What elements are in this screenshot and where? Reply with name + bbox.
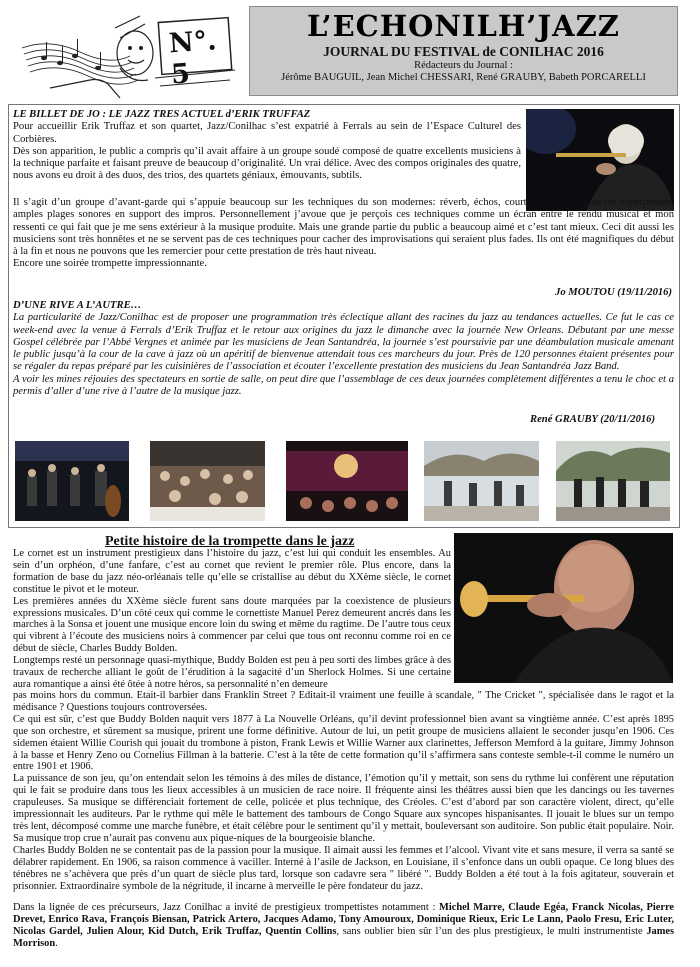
billet-p2: Dès son apparition, le public a compris qu’il avait affaire à un groupe soudé composé de quatre excellents musiciens à la technique parfaite et faisant preuve de beaucoup d’originalité. Un vrai délice. Avec des compos originales des quatre, nous avons eu droit à des duos, des trios, des quartets géniaux, émouvants, subtils.: [13, 145, 521, 182]
billet-p3: Il s’agit d’un groupe d’avant-garde qui s’appuie beaucoup sur les techniques du son modernes: réverb, échos, courts thèmes en boucles superposées, amples plages sonores en support des impros. Personnellement j’avoue que je perçois ces techniques comme un écran entre le rendu musical et mon ressenti ce qui fait que je me sens extérieur à la musique produite. Mais une grande partie du public a beaucoup aimé et c’est tant mieux. Ceci dit aussi les musiciens sont très honnêtes et ne se servent pas de ces techniques pour cacher des improvisations qui seraient plus fades. Ils ont été magnifiques du début à la fin et nous ne pouvons que les remercier pour cette prestation de très haut niveau.: [13, 197, 674, 258]
issue-number: N°. 5: [167, 25, 218, 91]
trumpeter-photo: [454, 533, 673, 683]
logo-illustration: [20, 8, 242, 103]
billet-bottom: [13, 197, 674, 271]
rive-p1: La particularité de Jazz/Conilhac est de proposer une programmation très éclectique allant des racines du jazz au tendances actuelles. Ce fut le cas ce week-end avec la venue à Ferrals d’Erik Truffaz et le retour aux origines du jazz le dimanche avec la journée New Orleans. Débutant par une messe Gospel célébrée par l’Abbé Vergnes et animée par les musiciens de Jean Santandréa, la journée s’est poursuivie par une déambulation musicale amenant le public jusqu’à la cour de la cave à jazz où un apéritif de bienvenue attendait tous ces marcheurs du jour. Près de 120 personnes étaient présentes pour se régaler du repas préparé par les cuisinières de l’association et écouter l’excellente prestation des musiciens du Jean Santandréa Jazz Band.: [13, 312, 674, 373]
histoire-p5: La puissance de son jeu, qu’on entendait selon les témoins à des miles de distance, l’émotion qu’il y mettait, son sens du rythme lui confèrent une réputation qui le fait se produire dans tous les lieux accessibles à un musicien de race noire. Il fréquente ainsi les théâtres aussi bien que les dancings ou les tavernes crapuleuses. Sa musique se différenciait fortement de celle, policée et plus technique, des Créoles. C’est d’abord par son caractère violent, direct, qu’elle impressionnait les auditeurs. Par le rythme qui mêle le battement des tambours de Congo Square aux syncopes hispanisantes. Il jouait le blues sur un tempo très lent, décomposé comme une marche funèbre, et était célèbre pour le sentiment qu’il y mettait, bouleversant son auditoire. Son public était populaire. Noir. Sa musique trop crue n’aurait pas convenu aux pique-niques de la bourgeoisie blanche.: [13, 773, 674, 844]
histoire-p2: Les premières années du XXème siècle furent sans doute marquées par la coexistence de plusieurs expressions musicales. D’un côté ceux qui comme le cornettiste Manuel Perez demeurent ancrés dans les marches à la Sonsa et jouent une musique encore loin du swing et même du ragtime. De l’autre tous ceux qui vibrent à l’écoute des musiciens noirs à commencer par celui que tous ont reconnu comme roi en ce début de siècle, Charles Buddy Bolden.: [13, 595, 451, 655]
editors-label: Rédacteurs du Journal :: [414, 60, 513, 71]
histoire-bottom: [13, 690, 674, 950]
billet-signature: Jo MOUTOU (19/11/2016): [555, 287, 672, 298]
street-parade-photo: [556, 441, 670, 521]
rive-signature: René GRAUBY (20/11/2016): [530, 414, 655, 425]
stage-photo: [286, 441, 408, 521]
billet-title: LE BILLET DE JO : LE JAZZ TRES ACTUEL d’ERIK TRUFFAZ: [13, 109, 311, 120]
trumpeters-mid: , sans oublier bien sûr l’un des plus prestigieux, le multi instrumentiste: [336, 926, 647, 938]
trumpeters-end: .: [55, 938, 58, 950]
histoire-top: [13, 548, 451, 691]
trumpeters-intro: Dans la lignée de ces précurseurs, Jazz Conilhac a invité de prestigieux trompettistes notamment :: [13, 902, 440, 914]
histoire-title: Petite histoire de la trompette dans le jazz: [105, 534, 355, 549]
concert-photo: [15, 441, 129, 521]
journal-subtitle: JOURNAL DU FESTIVAL de CONILHAC 2016: [323, 44, 604, 59]
histoire-p3b: pas moins hors du commun. Etait-il barbier dans Franklin Street ? Editait-il vraiment une feuille à scandale, " The Cricket ", spécialisée dans le ragot et la médisance ? Questions toujours controversées.: [13, 690, 674, 713]
trumpeters-names: Michel Marre, Claude Egéa, Franck Nicolas, Pierre Drevet, Enrico Rava, François Biensan, Patrick Artero, Jacques Adamo, Tony Amouroux, Dominique Rieux, Eric Le Lann, Paolo Fresu, Eric Luter, Nicolas Gardel, Julien Alour, Kid Dutch, Erik Truffaz, Quentin Collins: [13, 902, 674, 938]
editors-list: Jérôme BAUGUIL, Jean Michel CHESSARI, René GRAUBY, Babeth PORCARELLI: [281, 72, 646, 83]
billet-top: [13, 109, 521, 183]
histoire-p6: Charles Buddy Bolden ne se contentait pas de la passion pour la musique. Il aimait aussi les femmes et l’alcool. Vivant vite et sans mesure, il verra sa santé se délabrer rapidement. En 1906, sa raison commence à vaciller. Interné à l’asile de Jackson, en Louisiane, il s’enfonce dans un oubli opaque. Ce long blues des ténèbres ne s’achèvera que près d’un quart de siècle plus tard, lorsque son cadavre sera " libéré ". Buddy Bolden a été tout à la fois agitateur, souverain et prisonnier. Extraordinaire symbole de la négritude, il incarne à merveille le père fondateur du jazz.: [13, 844, 674, 892]
histoire-p4: Ce qui est sûr, c’est que Buddy Bolden naquit vers 1877 à La Nouvelle Orléans, qu’il devint professionnel bien avant sa vingtième année. C’est après 1895 que son orchestre, et sûrement sa musique, prirent une forme définitive. Autour de lui, un petit groupe de musiciens allaient le seconder jusqu’en 1906. Ces sidemen étaient Willie Courish qui jouait du trombone à piston, Frank Lewis et Willie Warner aux clarinettes, Jefferson Memford à la guitare, Jimmy Johnson à la basse et Henry Zeno ou Cornelius Fillman à la batterie. C’est à la tête de cette formation qu’il s’affirmera sans conteste semble-t-il comme le numéro un entre 1901 et 1906.: [13, 713, 674, 773]
rive-article: [13, 300, 674, 398]
masthead: [249, 6, 678, 96]
courtyard-photo: [424, 441, 539, 521]
truffaz-photo: [526, 109, 674, 211]
billet-p1: Pour accueillir Erik Truffaz et son quartet, Jazz/Conilhac s’est expatrié à Ferrals au sein de l’Espace Culturel des Corbières.: [13, 121, 521, 145]
trumpeters-last: James Morrison: [13, 926, 675, 950]
histoire-p7: [13, 902, 674, 950]
histoire-p3a: Longtemps resté un personnage quasi-mythique, Buddy Bolden est peu à peu sorti des limbes grâce à des travaux de recherche alliant le goût de l’érudition à la sagacité d’un Sherlock Holmes. Si une certaine aura romantique a ainsi été ôtée à notre héros, sa personnalité n’en demeure: [13, 655, 451, 690]
rive-title: D’UNE RIVE A L’AUTRE…: [13, 300, 142, 311]
billet-p4: Encore une soirée trompette impressionnante.: [13, 258, 207, 270]
banquet-photo: [150, 441, 265, 521]
journal-title: L’ECHONILH’JAZZ: [307, 9, 620, 43]
rive-p2: A voir les mines réjouies des spectateurs en sortie de salle, on peut dire que l’assemblage de ces deux journées complètement différentes a tenu le choc et a permis d’aller d’une rive à l’autre de la musique jazz.: [13, 373, 674, 398]
histoire-p1: Le cornet est un instrument prestigieux dans l’histoire du jazz, c’est lui qui conduit les ensembles. Au sein d’un orphéon, d’une fanfare, c’est au cornet que revient le premier rôle. Plus encore, dans la formation de base du jazz néo-orléanais telle qu’elle se cristallise au début du XXème siècle, le cornet constitue le pivot et le moteur.: [13, 548, 451, 595]
